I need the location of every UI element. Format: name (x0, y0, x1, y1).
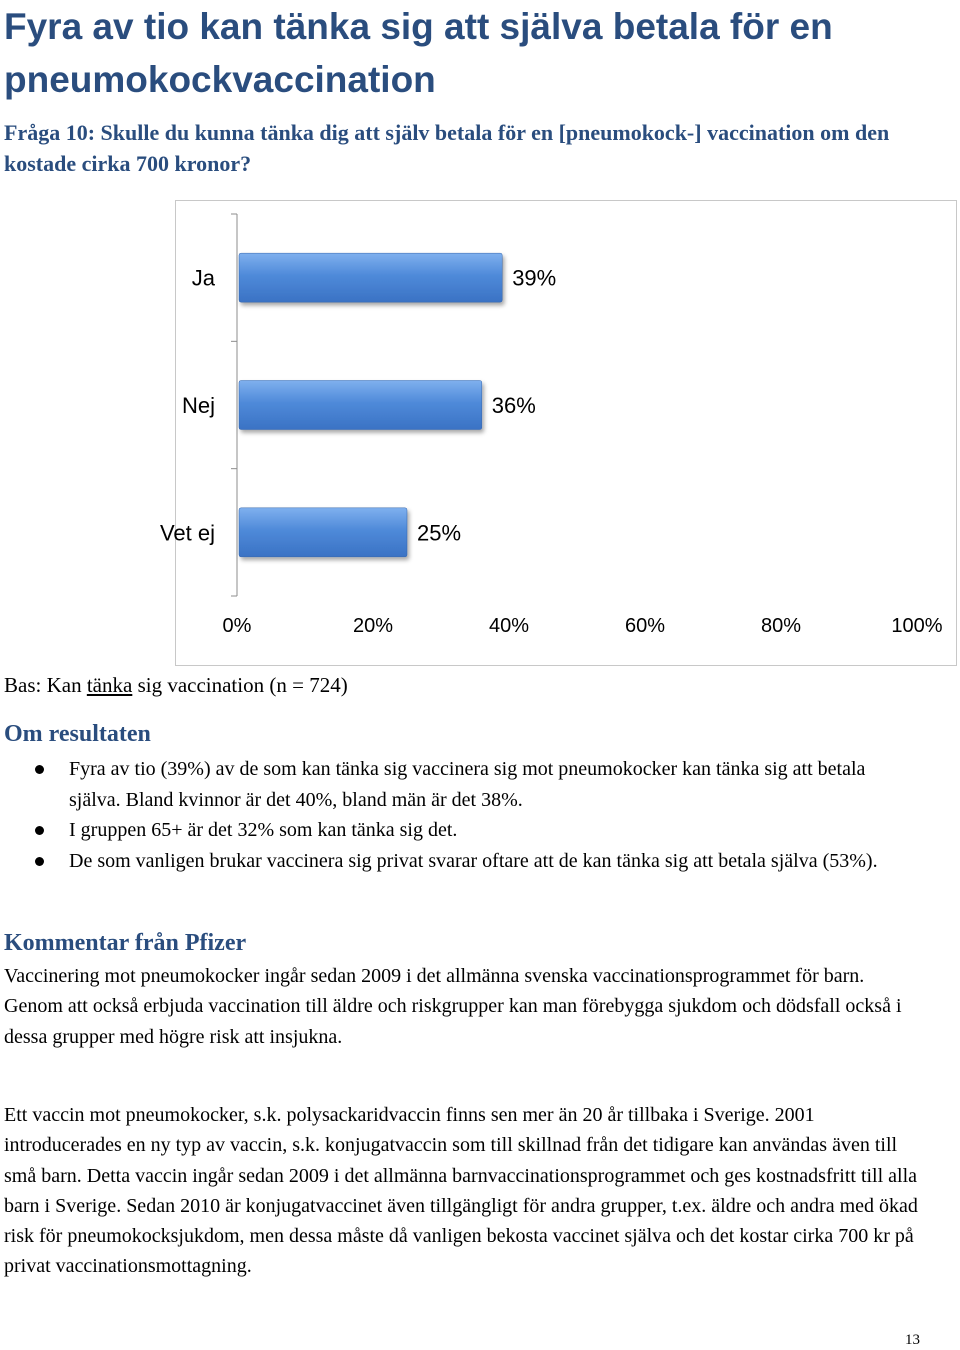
list-item (0, 754, 909, 815)
results-list (0, 754, 960, 876)
category-label: Vet ej (159, 520, 215, 546)
pfizer-paragraph-1: Vaccinering mot pneumokocker ingår sedan 2009 i det allmänna svenska vaccinationsprogrammet för barn. Genom att också erbjuda vaccination till äldre och riskgrupper kan man förebygga sjukdom och dödsfall också i dessa grupper med högre risk att insjukna. (4, 965, 902, 1048)
results-heading: Om resultaten (4, 721, 151, 747)
list-item-text: I gruppen 65+ är det 32% som kan tänka sig det. (69, 819, 458, 841)
category-label: Ja (191, 265, 215, 291)
pfizer-heading: Kommentar från Pfizer (4, 930, 247, 956)
bar-chart (159, 200, 957, 666)
page-title: Fyra av tio kan tänka sig att själva betala för en pneumokockvaccination (4, 6, 833, 100)
x-tick-label: 100% (891, 615, 943, 637)
data-label: 39% (512, 265, 557, 291)
page-number: 13 (905, 1332, 920, 1348)
survey-question: Fråga 10: Skulle du kunna tänka dig att själv betala för en [pneumokock-] vaccination om den kostade cirka 700 kronor? (4, 120, 890, 176)
list-item (0, 846, 909, 877)
bar-ja (239, 253, 502, 302)
base-note-prefix: Bas: Kan (4, 673, 87, 697)
data-label: 25% (417, 520, 462, 546)
pfizer-paragraph-2: Ett vaccin mot pneumokocker, s.k. polysackaridvaccin finns sen mer än 20 år tillbaka i Sverige. 2001 introducerades en ny typ av vaccin, s.k. konjugatvaccin som till skillnad från det tidigare kan användas även till små barn. Detta vaccin ingår sedan 2009 i det allmänna barnvaccinationsprogrammet och ges kostnadsfritt till alla barn i Sverige. Sedan 2010 är konjugatvaccinet även tillgängligt för andra grupper, t.ex. äldre och andra med ökad risk för pneumokocksjukdom, men dessa måste då vanligen bekosta vaccinet själva och det kostar cirka 700 kr på privat vaccinationsmottagning. (4, 1104, 918, 1278)
x-tick-label: 80% (760, 615, 802, 637)
list-item-text: De som vanligen brukar vaccinera sig privat svarar oftare att de kan tänka sig att betala själva (53%). (69, 849, 878, 872)
bullet-icon (35, 826, 44, 835)
base-note-suffix: sig vaccination (n = 724) (132, 673, 348, 697)
x-tick-label: 20% (352, 615, 394, 637)
bullet-icon (35, 857, 44, 866)
bullet-icon (35, 765, 44, 774)
list-item-text: Fyra av tio (39%) av de som kan tänka sig vaccinera sig mot pneumokocker kan tänka sig att betala själva. Bland kvinnor är det 40%, bland män är det 38%. (69, 758, 866, 811)
x-tick-label: 0% (222, 615, 252, 637)
base-note (4, 670, 804, 700)
base-note-underlined: tänka (86, 673, 133, 697)
data-label: 36% (491, 393, 536, 418)
bar-nej (239, 381, 482, 430)
x-tick-label: 60% (624, 615, 666, 637)
x-tick-label: 40% (488, 615, 530, 637)
bar-vet-ej (239, 508, 407, 557)
list-item (0, 815, 909, 846)
category-label: Nej (181, 393, 215, 418)
